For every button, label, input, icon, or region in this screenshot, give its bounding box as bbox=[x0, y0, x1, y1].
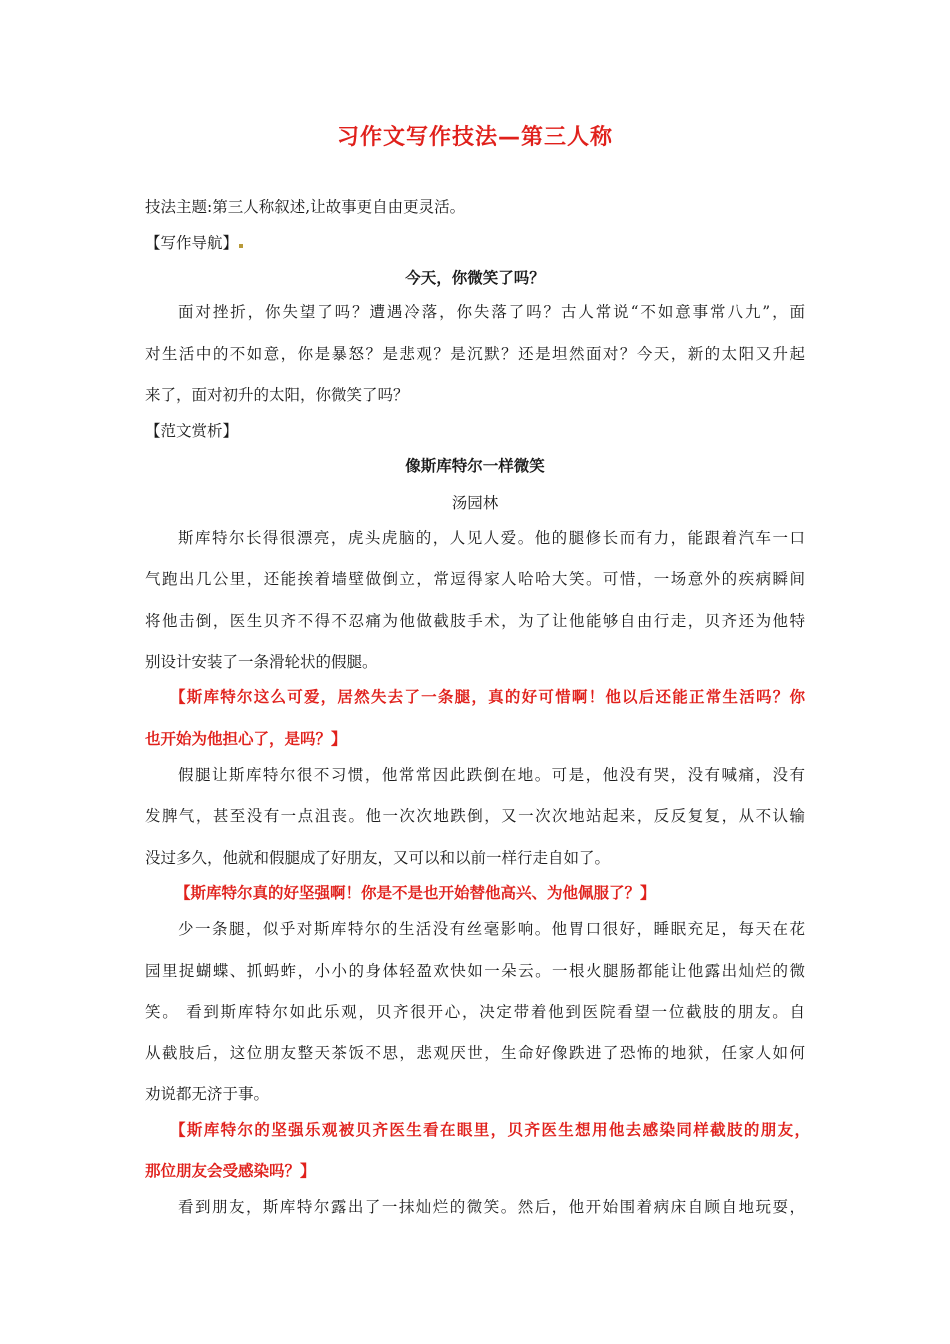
essay-title: 像斯库特尔一样微笑 bbox=[405, 457, 545, 475]
paragraph-3-line-1: 少一条腿，似乎对斯库特尔的生活没有丝毫影响。他胃口很好，睡眠充足，每天在花 bbox=[178, 920, 805, 938]
paragraph-3-line-4: 从截肢后，这位朋友整天茶饭不思，悲观厌世，生命好像跌进了恐怖的地狱，任家人如何 bbox=[145, 1044, 805, 1062]
paragraph-2-line-3: 没过多久，他就和假腿成了好朋友，又可以和以前一样行走自如了。 bbox=[145, 849, 611, 867]
comment-2: 【斯库特尔真的好坚强啊！你是不是也开始替他高兴、为他佩服了？】 bbox=[175, 883, 656, 902]
comment-3-line-1: 【斯库特尔的坚强乐观被贝齐医生看在眼里，贝齐医生想用他去感染同样截肢的朋友， bbox=[170, 1120, 810, 1139]
paragraph-2-line-2: 发脾气，甚至没有一点沮丧。他一次次地跌倒，又一次次地站起来，反反复复，从不认输 bbox=[145, 807, 805, 825]
paragraph-2-line-1: 假腿让斯库特尔很不习惯，他常常因此跌倒在地。可是，他没有哭，没有喊痛，没有 bbox=[178, 766, 805, 784]
section-writing-guide-label: 【写作导航】 bbox=[145, 234, 239, 252]
comment-1-line-1: 【斯库特尔这么可爱，居然失去了一条腿，真的好可惜啊！他以后还能正常生活吗？你 bbox=[170, 687, 805, 706]
paragraph-3-line-3: 笑。 看到斯库特尔如此乐观，贝齐很开心，决定带着他到医院看望一位截肢的朋友。自 bbox=[145, 1003, 805, 1021]
paragraph-3-line-5: 劝说都无济于事。 bbox=[145, 1085, 270, 1103]
document-title: 习作文写作技法—第三人称 bbox=[336, 125, 613, 150]
paragraph-3-line-2: 园里捉蝴蝶、抓蚂蚱，小小的身体轻盈欢快如一朵云。一根火腿肠都能让他露出灿烂的微 bbox=[145, 962, 805, 980]
prompt-line-1: 面对挫折，你失望了吗？遭遇冷落，你失落了吗？古人常说“不如意事常八九”，面 bbox=[178, 303, 805, 321]
paragraph-1-line-1: 斯库特尔长得很漂亮，虎头虎脑的，人见人爱。他的腿修长而有力，能跟着汽车一口 bbox=[178, 529, 805, 547]
prompt-line-3: 来了，面对初升的太阳，你微笑了吗？ bbox=[145, 386, 409, 404]
essay-author: 汤园林 bbox=[451, 494, 499, 512]
paragraph-4-line-1: 看到朋友，斯库特尔露出了一抹灿烂的微笑。然后，他开始围着病床自顾自地玩耍， bbox=[178, 1198, 805, 1216]
paragraph-1-line-4: 别设计安装了一条滑轮状的假腿。 bbox=[145, 653, 378, 671]
mark-dot bbox=[239, 244, 243, 248]
comment-1-line-2: 也开始为他担心了，是吗？】 bbox=[145, 729, 347, 748]
technique-topic: 技法主题:第三人称叙述,让故事更自由更灵活。 bbox=[145, 198, 466, 216]
section-writing-guide bbox=[145, 233, 244, 253]
prompt-title: 今天，你微笑了吗？ bbox=[405, 269, 545, 287]
paragraph-1-line-2: 气跑出几公里，还能挨着墙壁做倒立，常逗得家人哈哈大笑。可惜，一场意外的疾病瞬间 bbox=[145, 570, 805, 588]
comment-3-line-2: 那位朋友会受感染吗？】 bbox=[145, 1161, 316, 1180]
section-example: 【范文赏析】 bbox=[145, 422, 239, 440]
paragraph-1-line-3: 将他击倒，医生贝齐不得不忍痛为他做截肢手术，为了让他能够自由行走，贝齐还为他特 bbox=[145, 612, 805, 630]
prompt-line-2: 对生活中的不如意，你是暴怒？是悲观？是沉默？还是坦然面对？今天，新的太阳又升起 bbox=[145, 345, 805, 363]
